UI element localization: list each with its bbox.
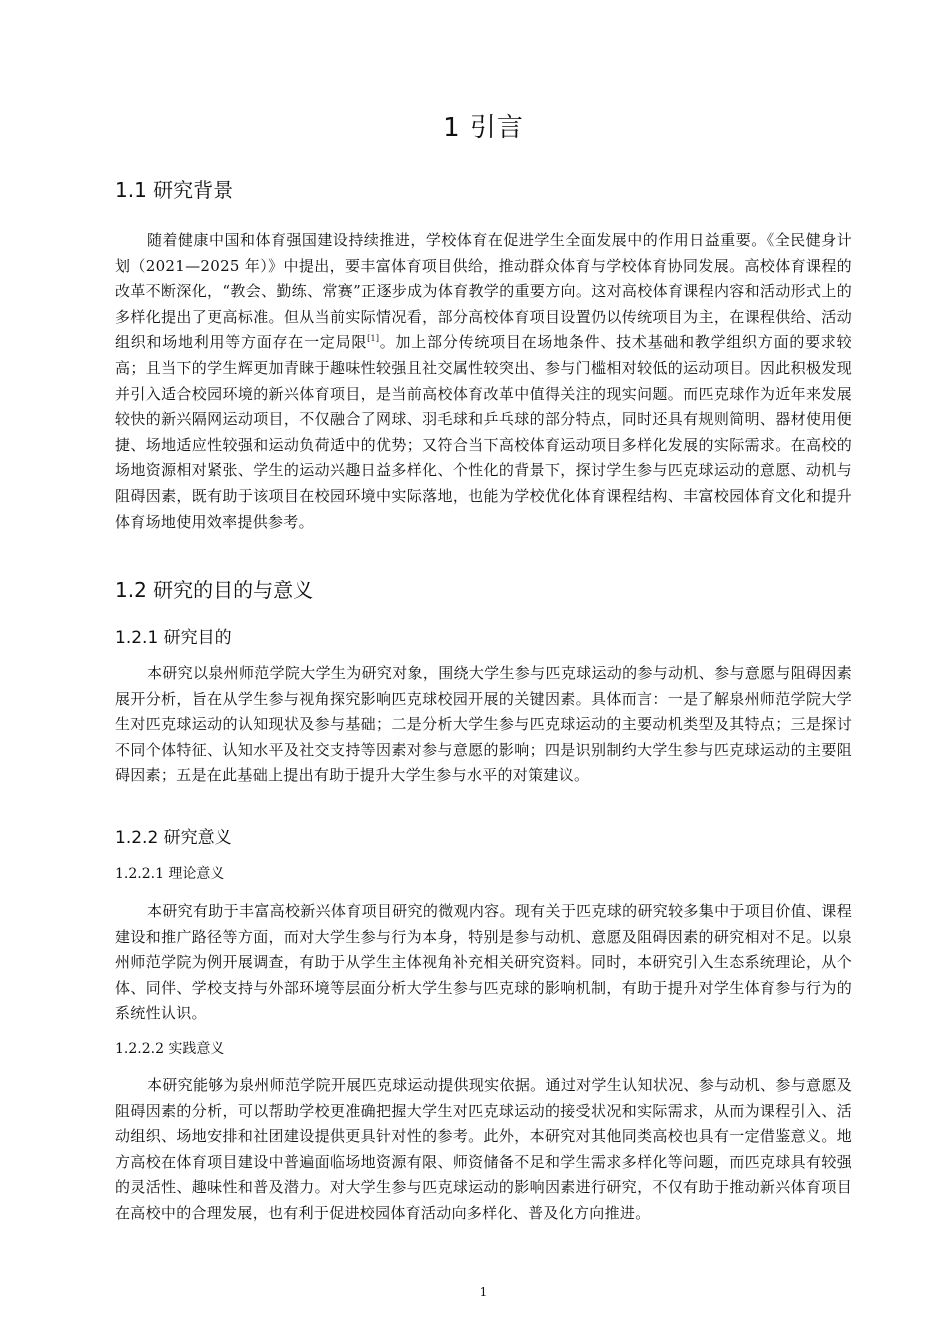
theory-paragraph: 本研究有助于丰富高校新兴体育项目研究的微观内容。现有关于匹克球的研究较多集中于项目价值、课程建设和推广路径等方面，而对大学生参与行为本身，特别是参与动机、意愿及阻碍因素的研究相对不足。以泉州师范学院为例开展调查，有助于从学生主体视角补充相关研究资料。同时，本研究引入生态系统理论，从个体、同伴、学校支持与外部环境等层面分析大学生参与匹克球的影响机制，有助于提升对学生体育参与行为的系统性认识。 [115, 902, 852, 1023]
background-paragraph [115, 228, 852, 535]
subsection-heading-1-2-1: 1.2.1 研究目的 [115, 628, 232, 648]
purpose-paragraph: 本研究以泉州师范学院大学生为研究对象，围绕大学生参与匹克球运动的参与动机、参与意愿与阻碍因素展开分析，旨在从学生参与视角探究影响匹克球校园开展的关键因素。具体而言：一是了解泉州师范学院大学生对匹克球运动的认知现状及参与基础；二是分析大学生参与匹克球运动的主要动机类型及其特点；三是探讨不同个体特征、认知水平及社交支持等因素对参与意愿的影响；四是识别制约大学生参与匹克球运动的主要阻碍因素；五是在此基础上提出有助于提升大学生参与水平的对策建议。 [115, 664, 852, 785]
document-page [115, 0, 852, 1344]
section-heading-1-1: 1.1 研究背景 [115, 178, 234, 202]
citation-marker[interactable]: [1] [367, 334, 380, 344]
background-paragraph-part-a: 随着健康中国和体育强国建设持续推进，学校体育在促进学生全面发展中的作用日益重要。《全民健身计划（2021—2025 年）》中提出，要丰富体育项目供给，推动群众体育与学校体育协同发展。高校体育课程的改革不断深化，“教会、勤练、常赛”正逐步成为体育教学的重要方向。这对高校体育课程内容和活动形式上的多样化提出了更高标准。但从当前实际情况看，部分高校体育项目设置仍以传统项目为主，在课程供给、活动组织和场地利用等方面存在一定局限 [115, 231, 852, 352]
section-heading-1-2: 1.2 研究的目的与意义 [115, 578, 314, 602]
background-paragraph-part-b: 。加上部分传统项目在场地条件、技术基础和教学组织方面的要求较高；且当下的学生辉更加青睐于趣味性较强且社交属性较突出、参与门槛相对较低的运动项目。因此积极发现并引入适合校园环境的新兴体育项目，是当前高校体育改革中值得关注的现实问题。而匹克球作为近年来发展较快的新兴隔网运动项目，不仅融合了网球、羽毛球和乒乓球的部分特点，同时还具有规则简明、器材使用便捷、场地适应性较强和运动负荷适中的优势；又符合当下高校体育运动项目多样化发展的实际需求。在高校的场地资源相对紧张、学生的运动兴趣日益多样化、个性化的背景下，探讨学生参与匹克球运动的意愿、动机与阻碍因素，既有助于该项目在校园环境中实际落地，也能为学校优化体育课程结构、丰富校园体育文化和提升体育场地使用效率提供参考。 [115, 333, 852, 531]
practice-paragraph: 本研究能够为泉州师范学院开展匹克球运动提供现实依据。通过对学生认知状况、参与动机、参与意愿及阻碍因素的分析，可以帮助学校更准确把握大学生对匹克球运动的接受状况和实际需求，从而为课程引入、活动组织、场地安排和社团建设提供更具针对性的参考。此外，本研究对其他同类高校也具有一定借鉴意义。地方高校在体育项目建设中普遍面临场地资源有限、师资储备不足和学生需求多样化等问题，而匹克球具有较强的灵活性、趣味性和普及潜力。对大学生参与匹克球运动的影响因素进行研究，不仅有助于推动新兴体育项目在高校中的合理发展，也有利于促进校园体育活动向多样化、普及化方向推进。 [115, 1076, 852, 1222]
page-number: 1 [479, 1285, 488, 1299]
subsubsection-heading-1-2-2-1: 1.2.2.1 理论意义 [115, 866, 225, 882]
subsubsection-heading-1-2-2-2: 1.2.2.2 实践意义 [115, 1041, 225, 1057]
chapter-title: 1 引言 [443, 113, 524, 143]
subsection-heading-1-2-2: 1.2.2 研究意义 [115, 828, 232, 848]
